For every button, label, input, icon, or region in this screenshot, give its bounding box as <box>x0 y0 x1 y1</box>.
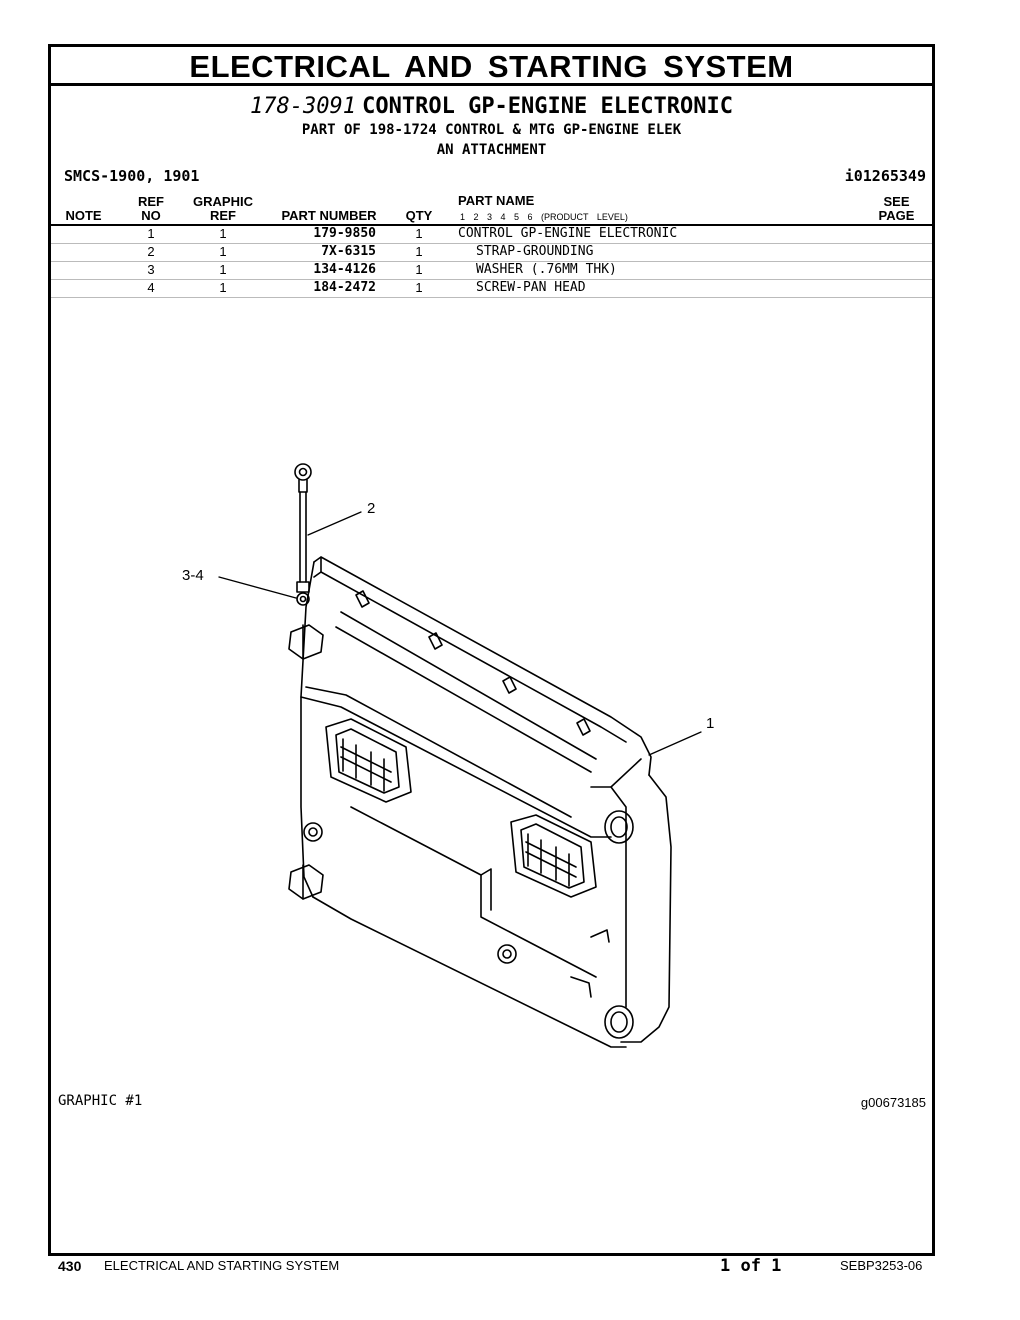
page-frame <box>48 44 935 1256</box>
row-2-part-number: 7X-6315 <box>321 244 376 259</box>
row-4-ref: 4 <box>147 280 155 295</box>
document-ident: i01265349 <box>844 167 926 185</box>
col-product-levels: 1 2 3 4 5 6 (PRODUCT LEVEL) <box>460 212 628 222</box>
row-2-name: STRAP-GROUNDING <box>476 244 594 259</box>
row-3-part-number: 134-4126 <box>313 262 376 277</box>
row-4-graphic-ref: 1 <box>219 280 227 295</box>
row-1-ref: 1 <box>147 226 155 241</box>
row-1-name: CONTROL GP-ENGINE ELECTRONIC <box>458 226 678 241</box>
engine-ecm-drawing <box>51 47 932 1253</box>
col-note: NOTE <box>65 208 102 223</box>
col-see-top: SEE <box>883 194 910 209</box>
row-4-name: SCREW-PAN HEAD <box>476 280 586 295</box>
col-part-number: PART NUMBER <box>281 208 377 223</box>
leader-line-1 <box>649 732 701 755</box>
callout-1: 1 <box>706 715 715 732</box>
footer-page-of: 1 of 1 <box>720 1256 782 1276</box>
callout-3-4: 3-4 <box>182 567 204 584</box>
graphic-id: g00673185 <box>860 1095 926 1110</box>
row-1-graphic-ref: 1 <box>219 226 227 241</box>
row-2-graphic-ref: 1 <box>219 244 227 259</box>
leader-line-3-4 <box>219 577 296 598</box>
row-3-name: WASHER (.76MM THK) <box>476 262 617 277</box>
col-graphic-top: GRAPHIC <box>193 194 253 209</box>
row-4-part-number: 184-2472 <box>313 280 376 295</box>
attachment-line: AN ATTACHMENT <box>436 142 547 158</box>
graphic-label: GRAPHIC #1 <box>58 1093 143 1109</box>
row-4-qty: 1 <box>415 280 423 295</box>
col-see-bottom: PAGE <box>878 208 915 223</box>
part-of-line: PART OF 198-1724 CONTROL & MTG GP-ENGINE ELEK <box>301 122 682 138</box>
col-part-name: PART NAME <box>458 193 535 208</box>
col-ref-top: REF <box>138 194 164 209</box>
col-ref-bottom: NO <box>141 208 161 223</box>
footer-document: SEBP3253-06 <box>840 1258 923 1273</box>
row-3-ref: 3 <box>147 262 155 277</box>
col-graphic-bottom: REF <box>210 208 236 223</box>
row-3-qty: 1 <box>415 262 423 277</box>
col-qty: QTY <box>405 208 433 223</box>
row-1-part-number: 179-9850 <box>313 226 376 241</box>
ecm-housing-part <box>289 557 671 1047</box>
row-2-qty: 1 <box>415 244 423 259</box>
row-2-ref: 2 <box>147 244 155 259</box>
leader-line-2 <box>308 512 361 535</box>
smcs-code: SMCS-1900, 1901 <box>64 167 200 185</box>
row-1-qty: 1 <box>415 226 423 241</box>
callout-2: 2 <box>367 500 376 517</box>
section-title: ELECTRICAL AND STARTING SYSTEM <box>51 47 932 86</box>
footer-page-number: 430 <box>58 1258 82 1274</box>
part-heading-title: CONTROL GP-ENGINE ELECTRONIC <box>362 94 733 119</box>
footer-section: ELECTRICAL AND STARTING SYSTEM <box>104 1258 340 1273</box>
row-3-graphic-ref: 1 <box>219 262 227 277</box>
part-heading-number: 178-3091 <box>250 94 356 119</box>
